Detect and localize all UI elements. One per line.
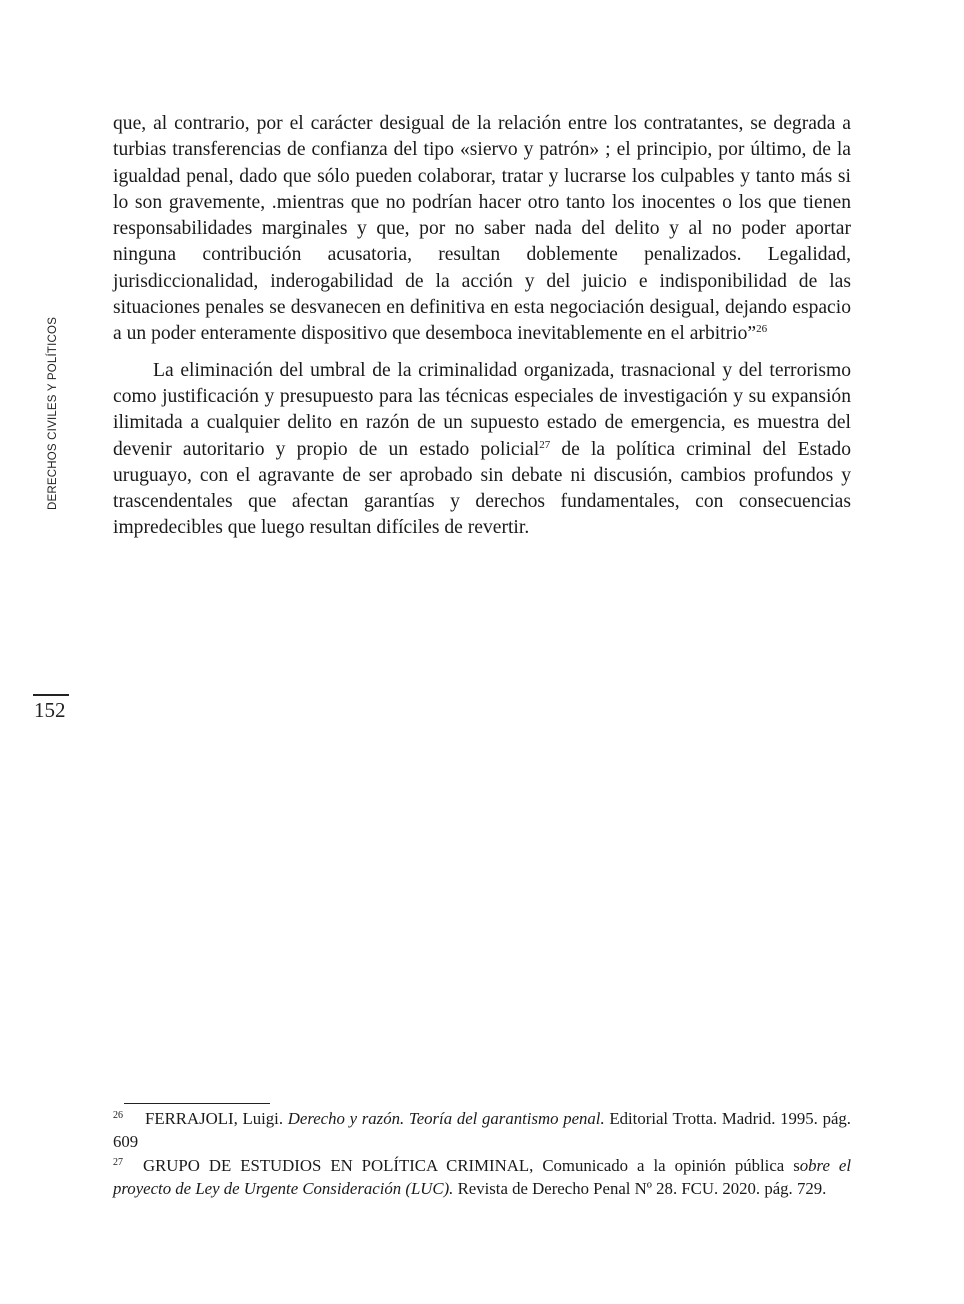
- footnote-26: [113, 1108, 851, 1153]
- footnote-title: Derecho y razón. Teoría del garantismo penal.: [287, 1109, 605, 1128]
- page-number: 152: [34, 698, 66, 722]
- footnote-rest: Editorial Trotta. Madrid. 1995. pág. 609: [113, 1109, 852, 1151]
- footnote-ref-26[interactable]: 26: [756, 323, 768, 336]
- footnote-title: obre el proyecto de Ley de Urgente Consideración (LUC).: [113, 1156, 851, 1198]
- footnotes: [113, 1108, 851, 1202]
- paragraph-2-text-after: de la política criminal del Estado uruguayo, con el agravante de ser aprobado sin debate ni discusión, cambios profundos y trascendentales que afectan garantías y derechos fundamentales, con consecuencias impredecibles que luego resultan difíciles de revertir.: [113, 438, 851, 539]
- paragraph-2: [113, 358, 851, 542]
- page-number-rule: [33, 694, 69, 696]
- paragraph-2-text-before: La eliminación del umbral de la criminalidad organizada, trasnacional y del terrorismo como justificación y presupuesto para las técnicas especiales de investigación y su expansión ilimitada a cualquier delito en razón de un supuesto estado de emergencia, es muestra del devenir autoritario y propio de un estado policial: [113, 359, 851, 460]
- footnote-author: GRUPO DE ESTUDIOS EN POLÍTICA CRIMINAL, Comunicado a la opinión pública s: [143, 1156, 800, 1175]
- footnote-author: FERRAJOLI, Luigi.: [145, 1109, 288, 1128]
- footnote-number: 27: [113, 1157, 123, 1168]
- footnote-separator: [124, 1103, 270, 1104]
- footnote-number: 26: [113, 1110, 123, 1121]
- footnote-ref-27[interactable]: 27: [539, 438, 551, 451]
- footnote-27: [113, 1155, 851, 1200]
- paragraph-1-text: que, al contrario, por el carácter desigual de la relación entre los contratantes, se degrada a turbias transferencias de confianza del tipo «siervo y patrón» ; el principio, por último, de la igualdad penal, dado que sólo pueden colaborar, tratar y lucrarse los culpables y tanto más si lo son gravemente, .mientras que no podrían hacer otro tanto los inocentes o los que tienen responsabilidades marginales y que, por no saber nada del delito y al no poder aportar ninguna contribución acusatoria, resultan doblemente penalizados. Legalidad, jurisdiccionalidad, inderogabilidad de la acción y del juicio e indisponibilidad de las situaciones penales se desvanecen en definitiva en esta negociación desigual, dejando espacio a un poder enteramente dispositivo que desemboca inevitablemente en el arbitrio”: [113, 113, 851, 345]
- footnote-rest: Revista de Derecho Penal Nº 28. FCU. 2020. pág. 729.: [453, 1178, 827, 1198]
- paragraph-1: [113, 111, 851, 348]
- running-header-vertical: DERECHOS CIVILES Y POLÍTICOS: [47, 316, 59, 510]
- main-text: [113, 111, 851, 542]
